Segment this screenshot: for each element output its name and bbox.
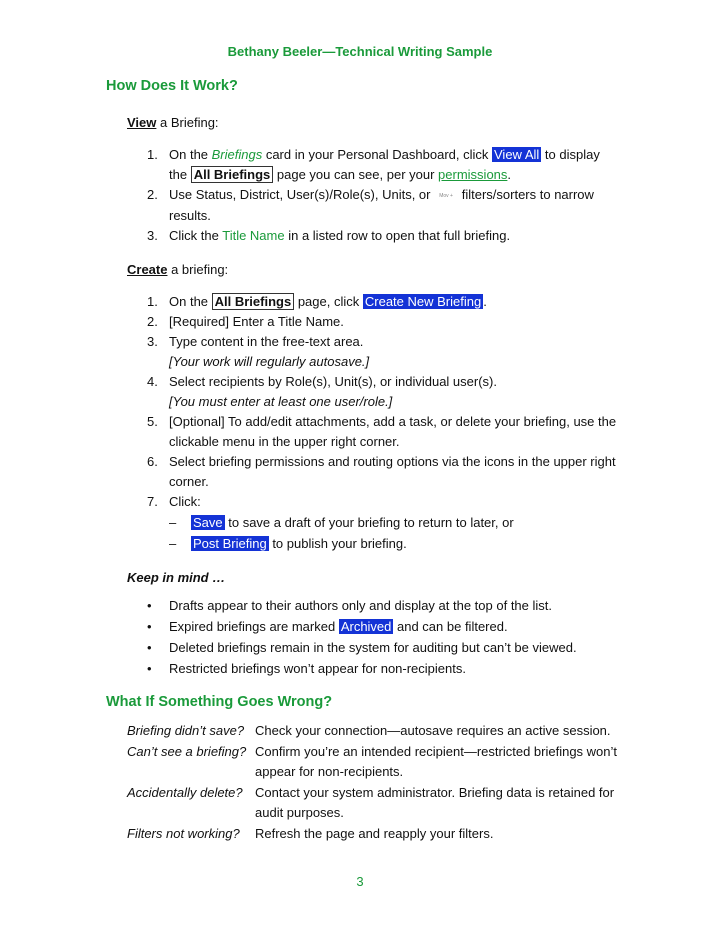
create-step-1: 1. On the All Briefings page, click Create New Briefing . <box>147 294 487 309</box>
section-heading-how: How Does It Work? <box>106 78 238 94</box>
autosave-note: [Your work will regularly autosave.] <box>169 354 370 369</box>
briefings-card-ref: Briefings <box>211 147 263 162</box>
trouble-row: Can’t see a briefing? Confirm you’re an intended recipient—restricted briefings won’t appear for non-recipients. <box>127 744 618 779</box>
create-step-3: 3. Type content in the free-text area. [Your work will regularly autosave.] <box>127 332 617 372</box>
all-briefings-page-ref: All Briefings <box>191 166 274 183</box>
keep-bullet-4: • Restricted briefings won’t appear for non-recipients. <box>147 661 466 676</box>
create-steps-list <box>127 292 617 554</box>
archived-status-badge: Archived <box>340 619 392 634</box>
save-substep: – Save to save a draft of your briefing to return to later, or <box>169 515 514 530</box>
create-step-2: 2. [Required] Enter a Title Name. <box>147 314 344 329</box>
create-step-4: 4. Select recipients by Role(s), Unit(s), or individual user(s). [You must enter at least one user/role.] <box>127 372 617 412</box>
post-briefing-button[interactable]: Post Briefing <box>193 536 267 551</box>
troubleshooting-table <box>127 721 627 845</box>
keep-bullet-3: • Deleted briefings remain in the system for auditing but can’t be viewed. <box>147 640 577 655</box>
recipient-note: [You must enter at least one user/role.] <box>169 394 393 409</box>
create-step-5: 5. [Optional] To add/edit attachments, add a task, or delete your briefing, use the clickable menu in the upper right corner. <box>147 414 617 449</box>
keep-bullet-1: • Drafts appear to their authors only and display at the top of the list. <box>147 598 552 613</box>
view-all-button[interactable]: View All <box>494 147 540 162</box>
trouble-row: Filters not working? Refresh the page and reapply your filters. <box>127 826 494 841</box>
post-substep: – Post Briefing to publish your briefing. <box>169 536 407 551</box>
page-number: 3 <box>356 874 364 889</box>
create-new-briefing-button[interactable]: Create New Briefing <box>364 294 482 309</box>
create-intro: Create a briefing: <box>127 262 229 277</box>
create-step-6: 6. Select briefing permissions and routing options via the icons in the upper right corner. <box>147 454 616 489</box>
view-steps-list <box>127 145 617 246</box>
view-lead: View <box>127 115 157 130</box>
permissions-link[interactable]: permissions <box>438 167 508 182</box>
create-step-7: 7. Click: – Save to save a draft of your briefing to return to later, or – Post Briefing to publish your briefing. <box>127 492 617 554</box>
view-step-3: 3. Click the Title Name in a listed row to open that full briefing. <box>147 227 511 243</box>
save-button[interactable]: Save <box>193 515 223 530</box>
view-step-1: 1. On the Briefings card in your Personal Dashboard, click View All to display the All Briefings page you can see, per your permissions. <box>147 147 600 182</box>
keep-in-mind-list <box>127 596 617 679</box>
view-intro: View a Briefing: <box>127 115 219 130</box>
title-name-link[interactable]: Title Name <box>222 227 285 243</box>
filter-control-thumbnail: Mov + <box>439 192 453 199</box>
view-step-2: 2. Use Status, District, User(s)/Role(s), Units, or Mov + filters/sorters to narrow results. <box>147 187 594 223</box>
trouble-row: Briefing didn’t save? Check your connection—autosave requires an active session. <box>127 723 611 738</box>
create-lead: Create <box>127 262 168 277</box>
document-header: Bethany Beeler—Technical Writing Sample <box>227 44 493 59</box>
trouble-row: Accidentally delete? Contact your system administrator. Briefing data is retained for audit purposes. <box>127 785 615 820</box>
keep-bullet-2: • Expired briefings are marked Archived and can be filtered. <box>147 619 508 634</box>
keep-in-mind-label: Keep in mind … <box>127 570 226 585</box>
all-briefings-page-ref: All Briefings <box>212 293 295 310</box>
section-heading-wrong: What If Something Goes Wrong? <box>106 694 333 710</box>
